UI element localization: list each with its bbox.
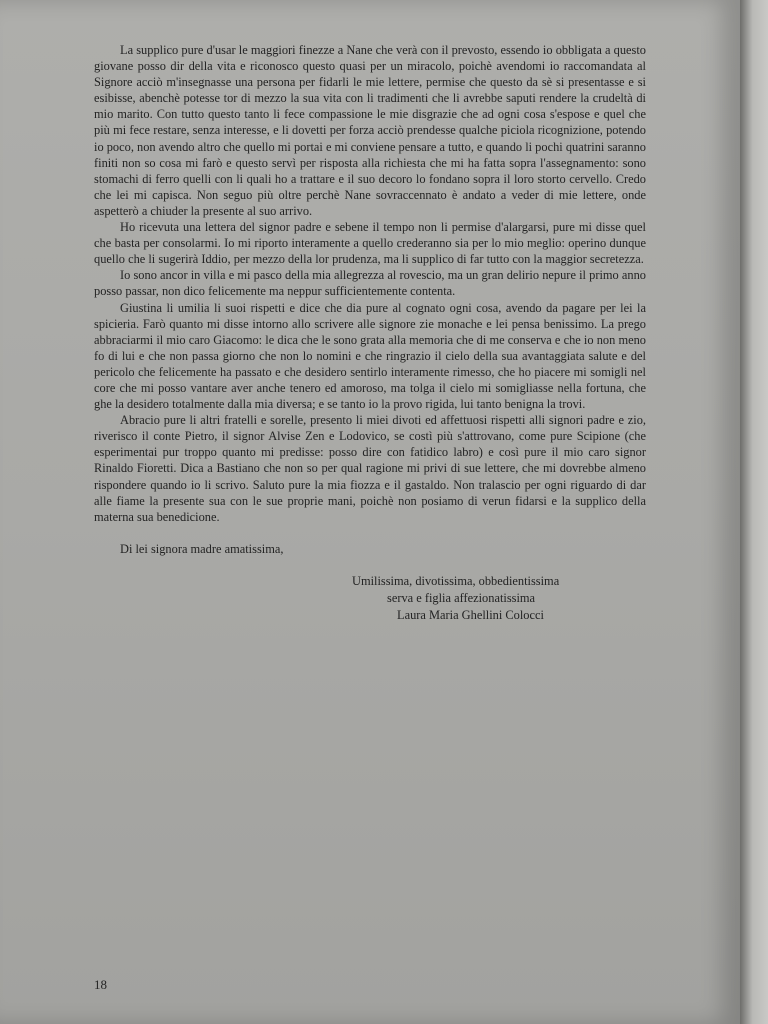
letter-paragraph-1: La supplico pure d'usar le maggiori finezze a Nane che verà con il prevosto, essendo io obbligata a questo giovane posso dir della vita e riconosco questo quasi per un miracolo, poichè avendomi io raccomandata al Signore acciò m'insegnasse una persona per fidarli le mie lettere, permise che questo da sè si presentasse e si esibisse, abenchè potesse tor di mezzo la sua vita con li tradimenti che li avrebbe saputi rendere la crudeltà di mio marito. Con tutto questo tanto li fece compassione le mie disgrazie che ad ogni cosa s'espose e quel che più mi fece restare, senza interesse, e li dovetti per forza acciò prendesse qualche piciola ricognizione, potendo io poco, non avendo altro che quello mi portai e mi conviene pensare a tutto, e quando li pochi quatrini saranno finiti non so cosa mi farò e questo servì per risposta alla richiesta che mi ha fatta sopra l'assegnamento: sono stomachi di ferro quelli con li quali ho a trattare e il suo decoro lo fondano sopra il loro storto cervello. Credo che lei mi capisca. Non seguo più oltre perchè Nane sovraccennato è andato a veder di mie lettere, onde aspetterò a chiuder la presente al suo arrivo.	[94, 43, 646, 218]
closing-line-2: serva e figlia affezionatissima	[387, 590, 536, 605]
letter-closing	[94, 573, 646, 624]
page-number: 18	[94, 977, 107, 992]
signature: Laura Maria Ghellini Colocci	[397, 607, 544, 622]
page-edge	[740, 0, 768, 1024]
letter-salutation: Di lei signora madre amatissima,	[120, 541, 284, 556]
letter-paragraph-3: Io sono ancor in villa e mi pasco della mia allegrezza al rovescio, ma un gran delirio nepure il primo anno posso passar, non dico felicemente ma neppur sufficientemente contenta.	[94, 268, 646, 299]
letter-paragraph-2: Ho ricevuta una lettera del signor padre e sebene il tempo non li permise d'alargarsi, pure mi disse quel che basta per consolarmi. Io mi riporto interamente a quello crederanno sia per lo mio meglio: operino dunque quello che li sugerirà Iddio, per mezzo della lor prudenza, ma li supplico di far tutto con la maggior secretezza.	[94, 220, 646, 267]
closing-line-1: Umilissima, divotissima, obbedientissima	[352, 573, 560, 588]
letter-paragraph-5: Abracio pure li altri fratelli e sorelle, presento li miei divoti ed affettuosi rispetti alli signori padre e zio, riverisco il conte Pietro, il signor Alvise Zen e Lodovico, se costì più s'attrovano, come pure Scipione (che esperimentai pur troppo quanto mi predisse: posso dire con fatidico labro) e così pure il mio caro signor Rinaldo Fioretti. Dica a Bastiano che non so per qual ragione mi privi di sue lettere, che mi dovrebbe almeno rispondere quando io li scrivo. Saluto pure la mia fiozza e il gastaldo. Non tralascio per ogni riguardo di dar alle fiame la presente sua con le sue proprie mani, poichè non posiamo di verun fidarsi e la supplico della materna sua benedicione.	[94, 413, 646, 524]
letter-paragraph-4: Giustina li umilia li suoi rispetti e dice che dia pure al cognato ogni cosa, avendo da pagare per lei la spicieria. Farò quanto mi disse intorno allo scrivere alle signore zie monache e lei pensa benissimo. La prego abbraciarmi il mio caro Giacomo: le dica che le sono grata alla memoria che di me conserva e che io non meno fo di lui e che non passa giorno che non lo nomini e che ringrazio il cielo della sua avantaggiata salute e del pericolo che felicemente ha passato e che desidero sentirlo interamente rimesso, che ho piacere mi somigli nel core che mi posso vantare aver anche tenero ed amoroso, ma tolga il cielo mi somigliasse nella fortuna, che ghe la desidero totalmente dalla mia diversa; e se tanto io la provo rigida, lui tanto benigna la trovi.	[94, 300, 646, 412]
letter-body	[94, 42, 646, 624]
